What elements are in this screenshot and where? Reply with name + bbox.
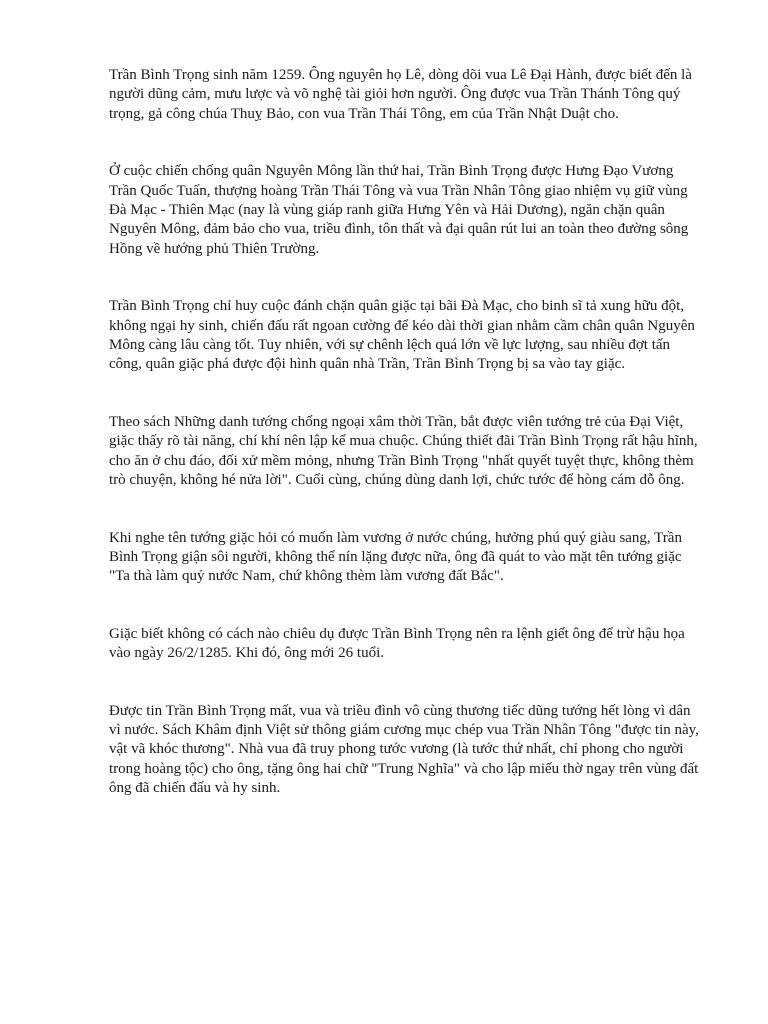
document-body bbox=[109, 66, 699, 799]
paragraph-3: Trần Bình Trọng chỉ huy cuộc đánh chặn quân giặc tại bãi Đà Mạc, cho binh sĩ tả xung hữu đột, không ngại hy sinh, chiến đấu rất ngoan cường để kéo dài thời gian nhằm cầm chân quân Nguyên Mông càng lâu càng tốt. Tuy nhiên, với sự chênh lệch quá lớn về lực lượng, sau nhiều đợt tấn công, quân giặc phá được đội hình quân nhà Trần, Trần Bình Trọng bị sa vào tay giặc. bbox=[109, 298, 695, 373]
paragraph-7: Được tin Trần Bình Trọng mất, vua và triều đình vô cùng thương tiếc dũng tướng hết lòng vì dân vì nước. Sách Khâm định Việt sử thông giám cương mục chép vua Trần Nhân Tông "được tin này, vật vã khóc thương". Nhà vua đã truy phong tước vương (là tước thứ nhất, chỉ phong cho người trong hoàng tộc) cho ông, tặng ông hai chữ "Trung Nghĩa" và cho lập miếu thờ ngay trên vùng đất ông đã chiến đấu và hy sinh. bbox=[109, 702, 699, 797]
paragraph-5: Khi nghe tên tướng giặc hỏi có muốn làm vương ở nước chúng, hưởng phú quý giàu sang, Trần Bình Trọng giận sôi người, không thể nín lặng được nữa, ông đã quát to vào mặt tên tướng giặc "Ta thà làm quỷ nước Nam, chứ không thèm làm vương đất Bắc". bbox=[109, 529, 682, 585]
paragraph-4: Theo sách Những danh tướng chống ngoại xâm thời Trần, bắt được viên tướng trẻ của Đại Việt, giặc thấy rõ tài năng, chí khí nên lập kế mua chuộc. Chúng thiết đãi Trần Bình Trọng rất hậu hĩnh, cho ăn ở chu đáo, đối xử mềm mỏng, nhưng Trần Bình Trọng "nhất quyết tuyệt thực, không thèm trò chuyện, không hé nửa lời". Cuối cùng, chúng dùng danh lợi, chức tước để hòng cám dỗ ông. bbox=[109, 413, 698, 489]
paragraph-2: Ở cuộc chiến chống quân Nguyên Mông lần thứ hai, Trần Bình Trọng được Hưng Đạo Vương Trần Quốc Tuấn, thượng hoàng Trần Thái Tông và vua Trần Nhân Tông giao nhiệm vụ giữ vùng Đà Mạc - Thiên Mạc (nay là vùng giáp ranh giữa Hưng Yên và Hải Dương), ngăn chặn quân Nguyên Mông, đảm bảo cho vua, triều đình, tôn thất và đại quân rút lui an toàn theo đường sông Hồng về hướng phủ Thiên Trường. bbox=[109, 163, 689, 257]
paragraph-6: Giặc biết không có cách nào chiêu dụ được Trần Bình Trọng nên ra lệnh giết ông để trừ hậu họa vào ngày 26/2/1285. Khi đó, ông mới 26 tuổi. bbox=[109, 625, 685, 662]
paragraph-1: Trần Bình Trọng sinh năm 1259. Ông nguyên họ Lê, dòng dõi vua Lê Đại Hành, được biết đến là người dũng cảm, mưu lược và võ nghệ tài giỏi hơn người. Ông được vua Trần Thánh Tông quý trọng, gả công chúa Thuỵ Bảo, con vua Trần Thái Tông, em của Trần Nhật Duật cho. bbox=[109, 67, 692, 122]
